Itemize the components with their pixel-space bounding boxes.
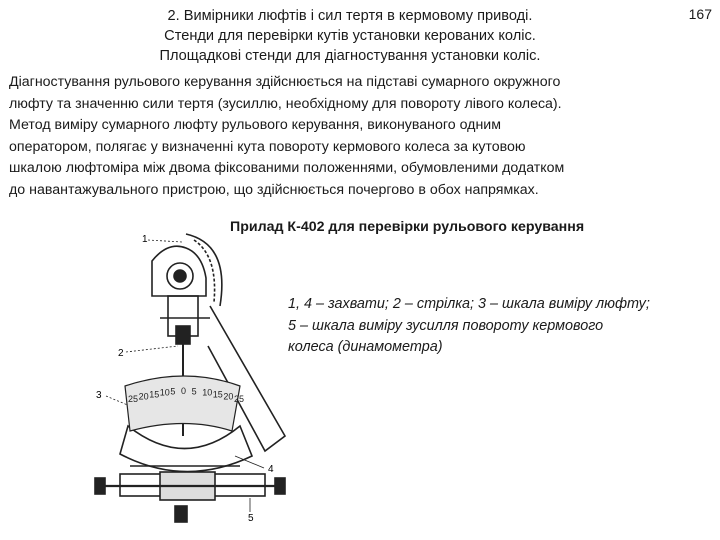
caption-line: колеса (динамометра) xyxy=(288,339,443,356)
scale-number: 20 xyxy=(138,391,149,402)
body-line: Метод виміру сумарного люфту рульового керування, виконуваного одним xyxy=(9,117,501,134)
label-3: 3 xyxy=(96,390,102,401)
scale-arm xyxy=(208,306,285,451)
scale-number: 25 xyxy=(128,394,139,404)
header-line-3: Площадкові стенди для діагностування установки коліс. xyxy=(159,48,541,64)
caption-line: 5 – шкала виміру зусилля повороту кермового xyxy=(288,317,604,334)
label-4: 4 xyxy=(268,464,274,475)
label-5: 5 xyxy=(248,513,254,524)
scale-number: 15 xyxy=(149,389,160,400)
header-line-1: 2. Вимірники люфтів і сил тертя в кермовому приводі. xyxy=(167,8,533,24)
lower-body xyxy=(120,426,252,472)
scale-number: 15 xyxy=(212,389,223,400)
figure-title: Прилад К-402 для перевірки рульового керування xyxy=(230,219,585,235)
body-line: шкалою люфтоміра між двома фіксованими положеннями, обумовленими додатком xyxy=(9,160,565,177)
caption-line: 1, 4 – захвати; 2 – стрілка; 3 – шкала виміру люфту; xyxy=(288,296,650,312)
scale-band xyxy=(125,376,240,431)
scale-number: 25 xyxy=(234,394,245,404)
scale-number: 0 xyxy=(181,386,187,396)
label-1: 1 xyxy=(142,234,148,245)
header-line-2: Стенди для перевірки кутів установки керованих коліс. xyxy=(164,28,536,44)
label-2: 2 xyxy=(118,348,124,359)
body-paragraph xyxy=(9,72,699,202)
body-line: люфту та значенню сили тертя (зусиллю, необхідному для повороту лівого колеса). xyxy=(9,95,562,112)
scale-number: 10 xyxy=(202,387,213,398)
scale-number: 20 xyxy=(223,391,234,402)
page-number: 167 xyxy=(688,6,712,22)
scale-number: 5 xyxy=(170,386,176,397)
scale-number: 5 xyxy=(191,386,197,397)
body-line: оператором, полягає у визначенні кута повороту кермового колеса за кутовою xyxy=(9,138,526,155)
body-line: до навантажувального пристрою, що здійснюється почергово в обох напрямках. xyxy=(9,181,539,198)
page-header xyxy=(100,6,600,66)
body-line: Діагностування рульового керування здійснюється на підставі сумарного окружного xyxy=(9,74,561,90)
k402-device-drawing xyxy=(90,226,310,536)
figure-caption xyxy=(288,294,698,359)
scale-number: 10 xyxy=(159,387,170,398)
